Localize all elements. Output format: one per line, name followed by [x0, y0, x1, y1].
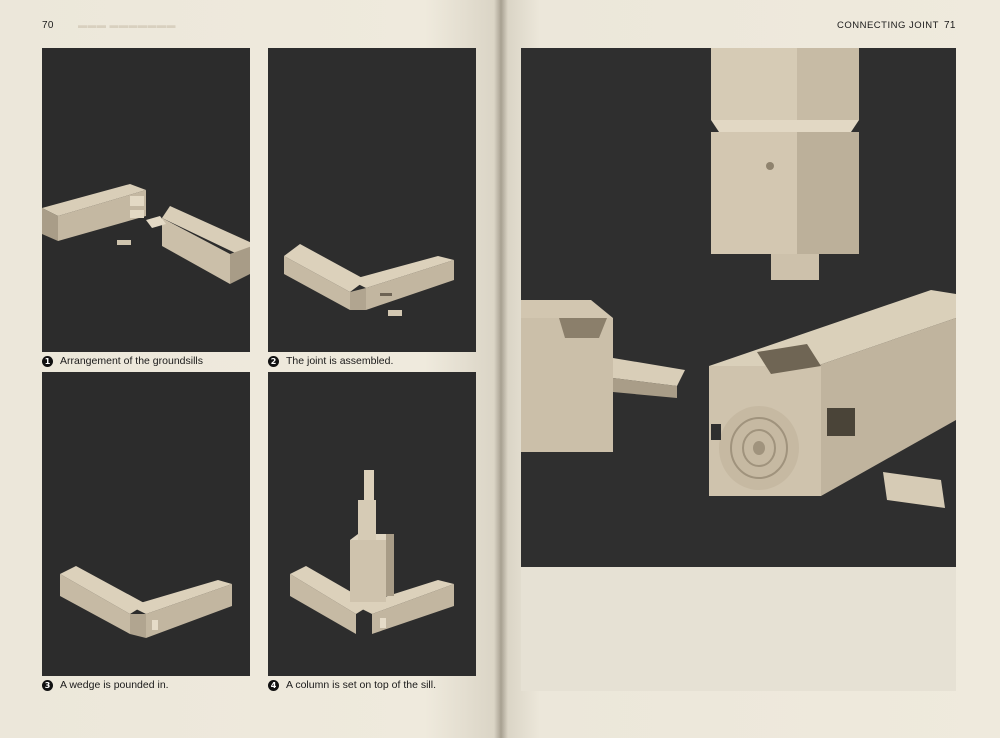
figure-4-caption: [268, 679, 436, 691]
figure-2-caption-text: The joint is assembled.: [286, 355, 394, 367]
right-page-number: 71: [944, 20, 956, 31]
figure-4-caption-text: A column is set on top of the sill.: [286, 679, 436, 691]
figure-4-number: 4: [268, 680, 279, 691]
figure-3-caption: [42, 679, 169, 691]
photo-continuation-area: [521, 567, 956, 691]
book-gutter: [494, 0, 508, 738]
figure-1-caption-text: Arrangement of the groundsills: [60, 355, 203, 367]
figure-1-photo: [42, 48, 250, 352]
figure-2-photo: [268, 48, 476, 352]
figure-2-number: 2: [268, 356, 279, 367]
connecting-joint-large-photo: [521, 48, 956, 567]
figure-3-number: 3: [42, 680, 53, 691]
wedge-pounded-illustration: [42, 372, 250, 676]
show-through-text: ▬▬▬ ▬▬▬▬▬▬▬: [78, 20, 177, 30]
figure-3-caption-text: A wedge is pounded in.: [60, 679, 169, 691]
column-on-sill-illustration: [268, 372, 476, 676]
figure-1-number: 1: [42, 356, 53, 367]
figure-4-photo: [268, 372, 476, 676]
figure-1-caption: [42, 355, 203, 367]
groundsills-apart-illustration: [42, 48, 250, 352]
figure-3-photo: [42, 372, 250, 676]
running-head: CONNECTING JOINT: [837, 20, 939, 31]
joint-assembled-illustration: [268, 48, 476, 352]
left-page-number: 70: [42, 20, 54, 31]
figure-2-caption: [268, 355, 393, 367]
connecting-joint-illustration: [521, 48, 956, 567]
